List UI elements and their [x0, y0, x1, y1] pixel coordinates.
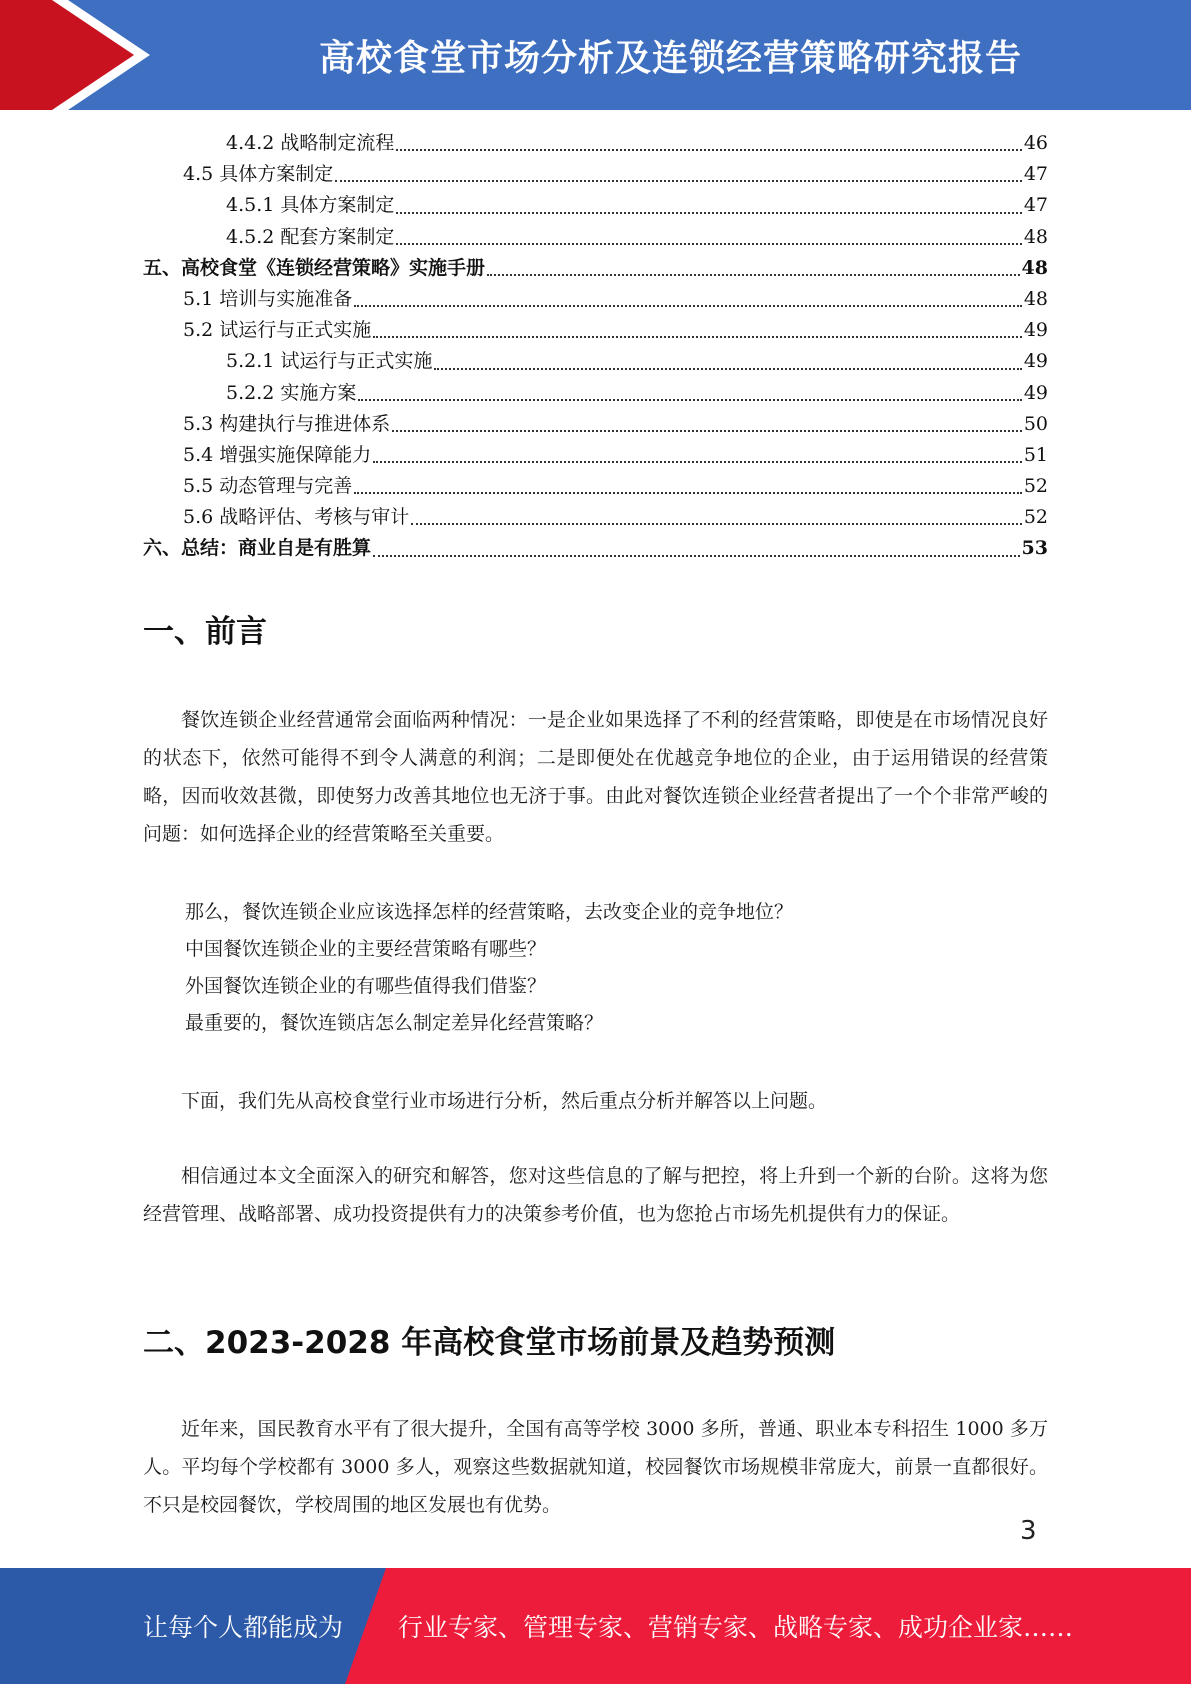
preface-question-3: 外国餐饮连锁企业的有哪些值得我们借鉴？	[185, 975, 547, 997]
table-of-contents	[143, 128, 1048, 565]
toc-leader	[411, 522, 1022, 525]
toc-entry[interactable]	[143, 471, 1048, 502]
toc-leader	[373, 335, 1022, 338]
page-footer	[0, 1568, 1191, 1684]
toc-entry-page: 49	[1023, 381, 1048, 404]
toc-leader	[487, 273, 1020, 276]
toc-entry[interactable]	[143, 190, 1048, 221]
toc-leader	[396, 148, 1021, 151]
toc-entry[interactable]	[143, 378, 1048, 409]
toc-entry[interactable]	[143, 284, 1048, 315]
toc-leader	[373, 554, 1020, 557]
toc-entry-label: 4.5.2 配套方案制定	[226, 225, 395, 248]
toc-entry[interactable]	[143, 409, 1048, 440]
preface-paragraph-2: 下面，我们先从高校食堂行业市场进行分析，然后重点分析并解答以上问题。	[181, 1090, 828, 1112]
preface-question-2: 中国餐饮连锁企业的主要经营策略有哪些？	[185, 938, 547, 960]
footer-slogan-left: 让每个人都能成为	[143, 1613, 344, 1642]
preface-question-1: 那么，餐饮连锁企业应该选择怎样的经营策略，去改变企业的竞争地位？	[185, 901, 794, 923]
toc-entry-page: 47	[1023, 194, 1048, 217]
toc-entry-label: 5.1 培训与实施准备	[183, 287, 353, 310]
toc-entry[interactable]	[143, 315, 1048, 346]
toc-leader	[396, 211, 1021, 214]
section-heading-market-outlook: 二、2023-2028 年高校食堂市场前景及趋势预测	[143, 1325, 836, 1361]
toc-entry-page: 52	[1023, 506, 1048, 529]
toc-leader	[335, 179, 1022, 182]
preface-question-4: 最重要的，餐饮连锁店怎么制定差异化经营策略？	[185, 1012, 604, 1034]
toc-entry-page: 48	[1021, 256, 1048, 279]
toc-entry-page: 49	[1023, 319, 1048, 342]
toc-entry-page: 51	[1023, 443, 1048, 466]
footer-slogan-right: 行业专家、管理专家、营销专家、战略专家、成功企业家……	[398, 1613, 1074, 1642]
toc-entry[interactable]	[143, 128, 1048, 159]
toc-entry-page: 47	[1023, 163, 1048, 186]
toc-leader	[373, 460, 1022, 463]
toc-leader	[354, 491, 1022, 494]
toc-leader	[392, 429, 1022, 432]
toc-entry-label: 5.2 试运行与正式实施	[183, 319, 372, 342]
toc-entry[interactable]	[143, 502, 1048, 533]
toc-leader	[354, 304, 1022, 307]
toc-entry-label: 5.2.2 实施方案	[226, 381, 357, 404]
report-title: 高校食堂市场分析及连锁经营策略研究报告	[318, 37, 1022, 79]
toc-leader	[358, 398, 1021, 401]
toc-entry-label: 5.3 构建执行与推进体系	[183, 412, 391, 435]
toc-entry-page: 50	[1023, 412, 1048, 435]
toc-entry-label: 4.4.2 战略制定流程	[226, 132, 395, 154]
toc-chapter-entry[interactable]	[143, 533, 1048, 564]
toc-entry[interactable]	[143, 222, 1048, 253]
toc-entry-label: 4.5.1 具体方案制定	[226, 194, 395, 217]
page-number: 3	[1020, 1516, 1037, 1546]
toc-entry-page: 49	[1023, 350, 1048, 373]
toc-entry-page: 48	[1023, 287, 1048, 310]
toc-entry-label: 5.4 增强实施保障能力	[183, 443, 372, 466]
toc-leader	[396, 242, 1021, 245]
toc-entry-page: 48	[1023, 225, 1048, 248]
toc-leader	[434, 367, 1021, 370]
toc-entry[interactable]	[143, 159, 1048, 190]
toc-entry-label: 六、总结：商业自是有胜算	[143, 537, 372, 560]
toc-entry-page: 53	[1021, 537, 1048, 560]
toc-entry-page: 46	[1023, 132, 1048, 154]
toc-chapter-entry[interactable]	[143, 253, 1048, 284]
preface-paragraph-3: 相信通过本文全面深入的研究和解答，您对这些信息的了解与把控，将上升到一个新的台阶。这将为您经营管理、战略部署、成功投资提供有力的决策参考价值，也为您抢占市场先机提供有力的保证。	[143, 1165, 1048, 1225]
toc-entry-label: 五、高校食堂《连锁经营策略》实施手册	[143, 256, 486, 279]
market-paragraph-1: 近年来，国民教育水平有了很大提升，全国有高等学校 3000 多所，普通、职业本专科招生 1000 多万人。平均每个学校都有 3000 多人，观察这些数据就知道，校园餐饮市场规模非常庞大，前景一直都很好。不只是校园餐饮，学校周围的地区发展也有优势。	[143, 1418, 1048, 1516]
page-header	[0, 0, 1191, 110]
toc-entry-label: 5.5 动态管理与完善	[183, 475, 353, 498]
preface-paragraph-1: 餐饮连锁企业经营通常会面临两种情况：一是企业如果选择了不利的经营策略，即使是在市场情况良好的状态下，依然可能得不到令人满意的利润；二是即便处在优越竞争地位的企业，由于运用错误的经营策略，因而收效甚微，即使努力改善其地位也无济于事。由此对餐饮连锁企业经营者提出了一个个非常严峻的问题：如何选择企业的经营策略至关重要。	[143, 709, 1048, 845]
toc-entry-label: 4.5 具体方案制定	[183, 163, 334, 186]
toc-entry[interactable]	[143, 346, 1048, 377]
toc-entry-label: 5.2.1 试运行与正式实施	[226, 350, 433, 373]
toc-entry-page: 52	[1023, 475, 1048, 498]
toc-entry[interactable]	[143, 440, 1048, 471]
section-heading-preface: 一、前言	[143, 614, 267, 650]
toc-entry-label: 5.6 战略评估、考核与审计	[183, 506, 410, 529]
